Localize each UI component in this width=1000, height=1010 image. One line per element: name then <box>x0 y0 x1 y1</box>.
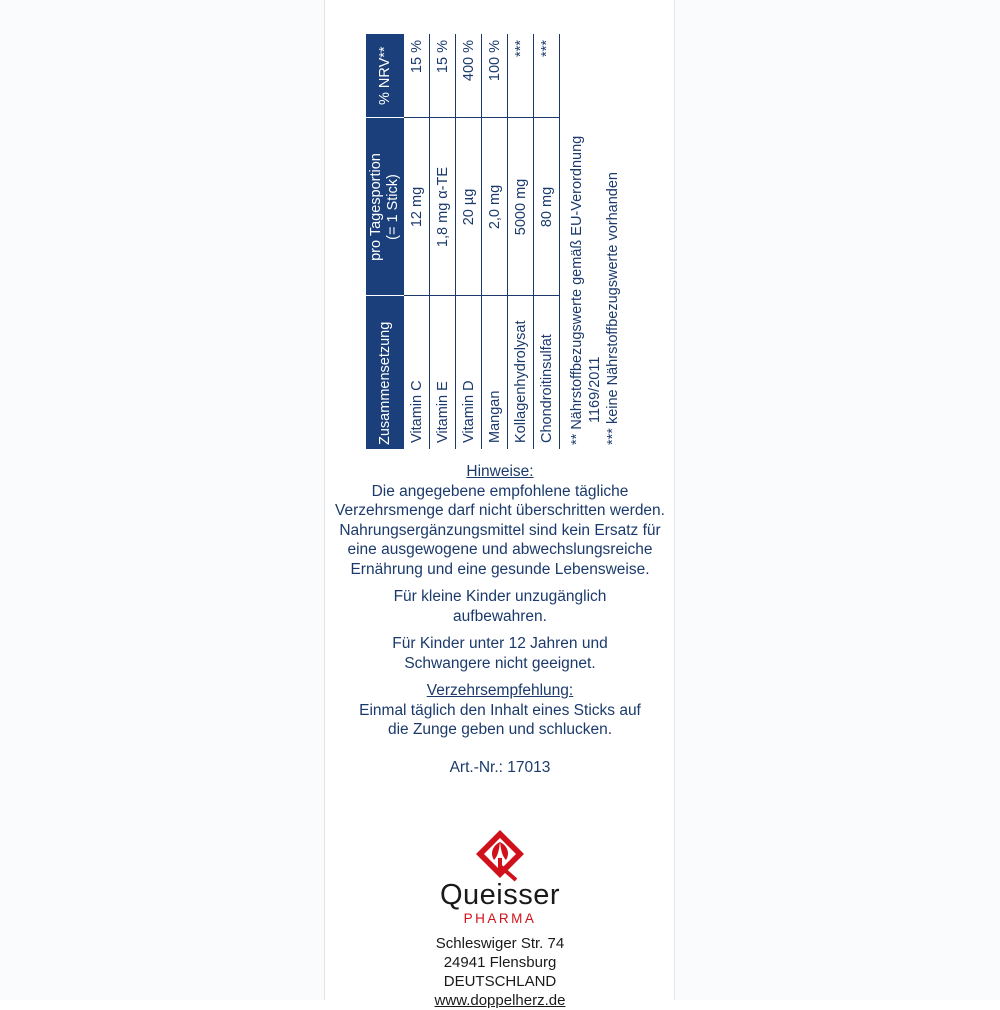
address-city: 24941 Flensburg <box>443 954 557 971</box>
address-street: Schleswiger Str. 74 <box>435 935 565 952</box>
verzehr-text: Einmal täglich den Inhalt eines Sticks auf die Zunge geben und schlucken. <box>359 701 641 738</box>
nutrition-table <box>366 34 560 449</box>
footnote-no-reference: *** keine Nährstoffbezugswerte vorhanden <box>605 172 621 445</box>
verzehr-heading: Verzehrsempfehlung: <box>426 682 574 699</box>
hinweise-paragraph: Für kleine Kinder unzugänglich aufbewahren. <box>393 588 607 625</box>
table-row: Mangan 2,0 mg 100 % <box>482 34 508 449</box>
brand-sub: PHARMA <box>463 911 537 926</box>
brand-name-block <box>330 878 670 926</box>
table-row: Vitamin C 12 mg 15 % <box>404 34 430 449</box>
queisser-logo-icon <box>470 828 530 882</box>
header-nrv: % NRV** <box>366 34 404 118</box>
notes-section <box>330 462 670 777</box>
hinweise-paragraph: Für Kinder unter 12 Jahren und Schwangere nicht geeignet. <box>392 635 608 672</box>
hinweise-heading: Hinweise: <box>466 463 534 480</box>
table-row: Chondroitinsulfat 80 mg *** <box>534 34 560 449</box>
header-per-portion: pro Tagesportion (= 1 Stick) <box>366 118 404 296</box>
company-address <box>330 934 670 1010</box>
nutrition-table-rotated <box>366 34 621 449</box>
address-country: DEUTSCHLAND <box>443 973 557 990</box>
table-row: Vitamin D 20 µg 400 % <box>456 34 482 449</box>
table-row: Kollagenhydrolysat 5000 mg *** <box>508 34 534 449</box>
address-website-link[interactable]: www.doppelherz.de <box>434 992 566 1009</box>
article-number: Art.-Nr.: 17013 <box>449 758 551 776</box>
footnote-nrv: ** Nährstoffbezugswerte gemäß EU-Verordnung <box>569 135 585 445</box>
table-header-row <box>366 34 404 449</box>
header-composition: Zusammensetzung <box>366 296 404 449</box>
table-row: Vitamin E 1,8 mg α-TE 15 % <box>430 34 456 449</box>
table-footnotes <box>568 34 622 449</box>
footnote-regulation: 1169/2011 <box>587 356 603 423</box>
background-left <box>0 0 324 1000</box>
hinweise-paragraph: Die angegebene empfohlene tägliche Verzehrsmenge darf nicht überschritten werden. Nahrungsergänzungsmittel sind kein Ersatz für eine ausgewogene und abwechslungsreiche Ernährung und eine gesunde Lebensweise. <box>335 482 665 578</box>
brand-name: Queisser <box>439 879 561 911</box>
background-right <box>674 0 1000 1000</box>
